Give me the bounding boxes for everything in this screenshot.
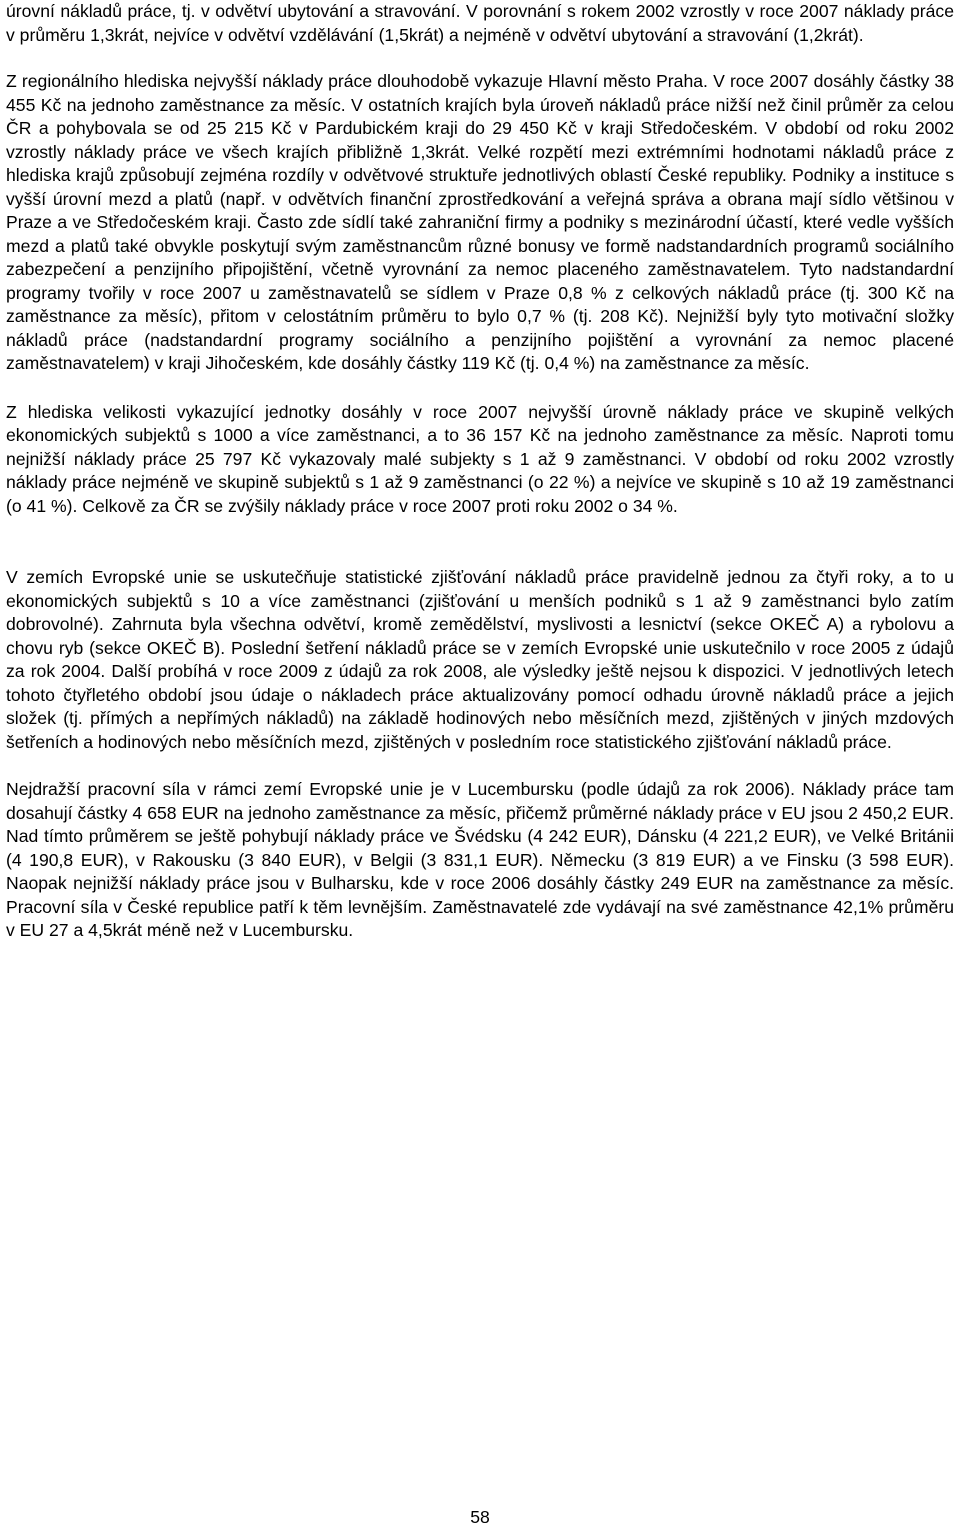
paragraph-eu-comparison: Nejdražší pracovní síla v rámci zemí Evropské unie je v Lucembursku (podle údajů za rok 2006). Náklady práce tam dosahují částky 4 658 EUR na jednoho zaměstnance za měsíc, přičemž průměrné náklady práce v EU jsou 2 450,2 EUR. Nad tímto průměrem se ještě pohybují náklady práce ve Švédsku (4 242 EUR), Dánsku (4 221,2 EUR), ve Velké Británii (4 190,8 EUR), v Rakousku (3 840 EUR), v Belgii (3 831,1 EUR). Německu (3 819 EUR) a ve Finsku (3 598 EUR). Naopak nejnižší náklady práce jsou v Bulharsku, kde v roce 2006 dosáhly částky 249 EUR na zaměstnance za měsíc. Pracovní síla v České republice patří k těm levnějším. Zaměstnavatelé zde vydávají na své zaměstnance 42,1% průměru v EU 27 a 4,5krát méně než v Lucembursku. [6,779,954,940]
page-number: 58 [470,1507,490,1527]
paragraph-regional-costs: Z regionálního hlediska nejvyšší náklady práce dlouhodobě vykazuje Hlavní město Praha. V roce 2007 dosáhly částky 38 455 Kč na jednoho zaměstnance za měsíc. V ostatních krajích byla úroveň nákladů práce nižší než činil průměr za celou ČR a pohybovala se od 25 215 Kč v Pardubickém kraji do 29 450 Kč v kraji Středočeském. V období od roku 2002 vzrostly náklady práce ve všech krajích přibližně 1,3krát. Velké rozpětí mezi extrémními hodnotami nákladů práce z hlediska krajů způsobují zejména rozdíly v odvětvové struktuře jednotlivých oblastí České republiky. Podniky a instituce s vyšší úrovní mezd a platů (např. v odvětvích finanční zprostředkování a veřejná správa a obrana mají sídlo většinou v Praze a ve Středočeském kraji. Často zde sídlí také zahraniční firmy a podniky s mezinárodní účastí, které vedle vyšších mezd a platů také obvykle poskytují svým zaměstnancům různé bonusy ve formě nadstandardních programů sociálního zabezpečení a penzijního připojištění, včetně vyrovnání za nemoc placeného zaměstnavatelem. Tyto nadstandardní programy tvořily v roce 2007 u zaměstnavatelů se sídlem v Praze 0,8 % z celkových nákladů práce (tj. 300 Kč na zaměstnance za měsíc), přitom v celostátním průměru to bylo 0,7 % (tj. 208 Kč). Nejnižší byly tyto motivační složky nákladů práce (nadstandardní programy sociálního a penzijního pojištění a vyrovnání za nemoc placené zaměstnavatelem) v kraji Jihočeském, kde dosáhly částky 119 Kč (tj. 0,4 %) na zaměstnance za měsíc. [6,71,954,373]
paragraph-unit-size-costs: Z hlediska velikosti vykazující jednotky dosáhly v roce 2007 nejvyšší úrovně náklady práce ve skupině velkých ekonomických subjektů s 1000 a více zaměstnanci, a to 36 157 Kč na jednoho zaměstnance za měsíc. Naproti tomu nejnižší náklady práce 25 797 Kč vykazovaly malé subjekty s 1 až 9 zaměstnanci. V období od roku 2002 vzrostly náklady práce nejméně ve skupině subjektů s 1 až 9 zaměstnanci (o 22 %) a nejvíce ve skupině s 10 až 19 zaměstnanci (o 41 %). Celkově za ČR se zvýšily náklady práce v roce 2007 proti roku 2002 o 34 %. [6,401,954,516]
document-body [6,0,954,943]
paragraph-industry-costs: úrovní nákladů práce, tj. v odvětví ubytování a stravování. V porovnání s rokem 2002 vzrostly v roce 2007 náklady práce v průměru 1,3krát, nejvíce v odvětví vzdělávání (1,5krát) a nejméně v odvětví ubytování a stravování (1,2krát). [6,1,954,45]
paragraph-eu-survey: V zemích Evropské unie se uskutečňuje statistické zjišťování nákladů práce pravidelně jednou za čtyři roky, a to u ekonomických subjektů s 10 a více zaměstnanci (zjišťování u menších podniků s 1 až 9 zaměstnanci bylo zatím dobrovolné). Zahrnuta byla všechna odvětví, kromě zemědělství, myslivosti a lesnictví (sekce OKEČ A) a rybolovu a chovu ryb (sekce OKEČ B). Poslední šetření nákladů práce se v zemích Evropské unie uskutečnilo v roce 2005 z údajů za rok 2004. Další probíhá v roce 2009 z údajů za rok 2008, ale výsledky ještě nejsou k dispozici. V jednotlivých letech tohoto čtyřletého období jsou údaje o nákladech práce aktualizovány pomocí odhadu úrovně nákladů práce a jejich složek (tj. přímých a nepřímých nákladů) na základě hodinových nebo měsíčních mezd, zjištěných v jiných mzdových šetřeních a hodinových nebo měsíčních mezd, zjištěných v posledním roce statistického zjišťování nákladů práce. [6,567,954,752]
